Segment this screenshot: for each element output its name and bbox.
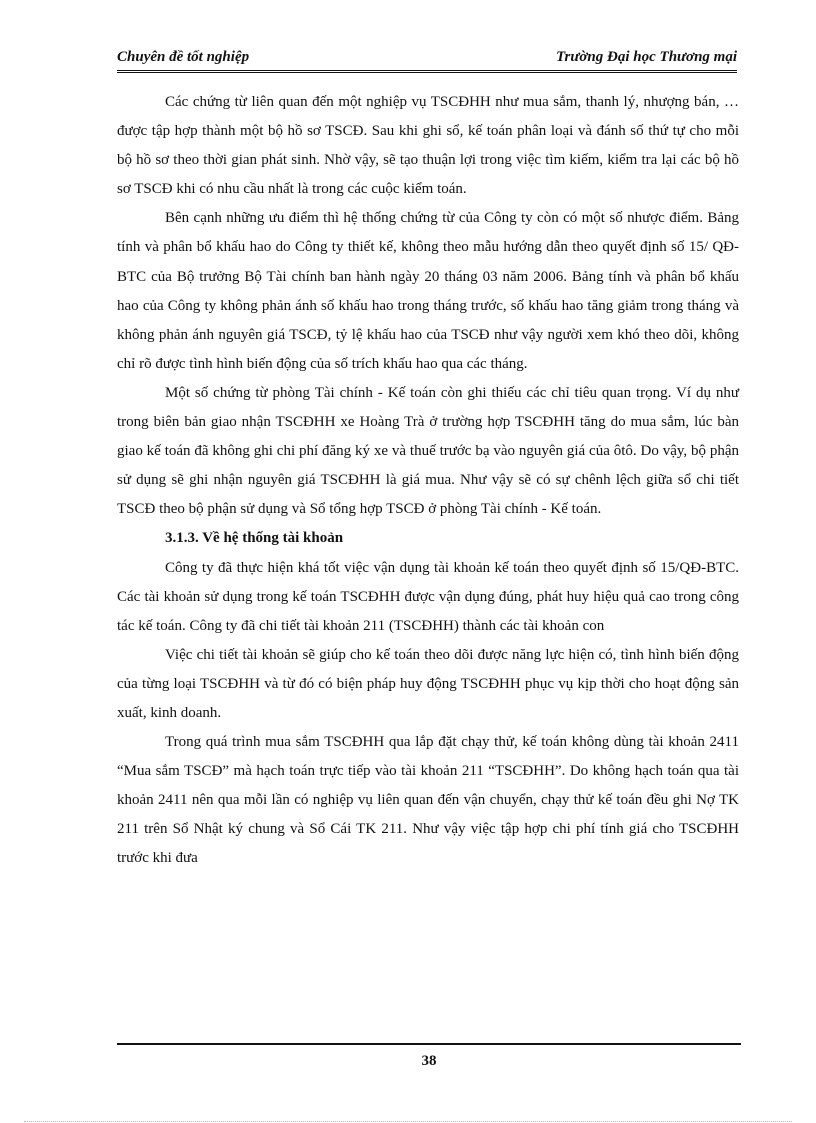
paragraph: Các chứng từ liên quan đến một nghiệp vụ TSCĐHH như mua sắm, thanh lý, nhượng bán, …được tập hợp thành một bộ hồ sơ TSCĐ. Sau khi ghi sổ, kế toán phân loại và đánh số thứ tự cho mỗi bộ hồ sơ theo thời gian phát sinh. Nhờ vậy, sẽ tạo thuận lợi trong việc tìm kiếm, kiểm tra lại các bộ hồ sơ TSCĐ khi có nhu cầu nhất là trong các cuộc kiểm toán.: [117, 94, 739, 198]
page-footer: [117, 1043, 741, 1070]
page-body: [117, 88, 739, 874]
page-header: [117, 47, 737, 73]
paragraph: Một số chứng từ phòng Tài chính - Kế toán còn ghi thiếu các chỉ tiêu quan trọng. Ví dụ như trong biên bản giao nhận TSCĐHH xe Hoàng Trà ở trường hợp TSCĐHH tăng do mua sắm, lúc bàn giao kế toán đã không ghi chi phí đăng ký xe và thuế trước bạ vào nguyên giá của ôtô. Do vậy, bộ phận sử dụng sẽ ghi nhận nguyên giá TSCĐHH là giá mua. Như vậy sẽ có sự chênh lệch giữa sổ chi tiết TSCĐ theo bộ phận sử dụng và Sổ tổng hợp TSCĐ ở phòng Tài chính - Kế toán.: [117, 384, 739, 518]
header-document-title: Chuyên đề tốt nghiệp: [117, 49, 250, 65]
paragraph: Trong quá trình mua sắm TSCĐHH qua lắp đặt chạy thử, kế toán không dùng tài khoản 2411 “Mua sắm TSCĐ” mà hạch toán trực tiếp vào tài khoản 211 “TSCĐHH”. Do không hạch toán qua tài khoản 2411 nên qua mỗi lần có nghiệp vụ liên quan đến vận chuyển, chạy thử kế toán đều ghi Nợ TK 211 trên Sổ Nhật ký chung và Sổ Cái TK 211. Như vậy việc tập hợp chi phí tính giá cho TSCĐHH trước khi đưa: [117, 734, 739, 867]
paragraph: Việc chi tiết tài khoản sẽ giúp cho kế toán theo dõi được năng lực hiện có, tình hình biến động của từng loại TSCĐHH và từ đó có biện pháp huy động TSCĐHH phục vụ kịp thời cho hoạt động sản xuất, kinh doanh.: [117, 646, 739, 721]
paragraph: Bên cạnh những ưu điểm thì hệ thống chứng từ của Công ty còn có một số nhược điểm. Bảng tính và phân bổ khấu hao do Công ty thiết kế, không theo mẫu hướng dẫn theo quyết định số 15/ QĐ-BTC của Bộ trưởng Bộ Tài chính ban hành ngày 20 tháng 03 năm 2006. Bảng tính và phân bổ khấu hao của Công ty không phản ánh số khấu hao trong tháng trước, số khấu hao tăng giảm trong tháng và không phản ánh nguyên giá TSCĐ, tỷ lệ khấu hao của TSCĐ như vậy người xem khó theo dõi, không chỉ rõ được tình hình biến động của số trích khấu hao qua các tháng.: [117, 210, 739, 372]
footer-divider: [117, 1043, 741, 1045]
page-number: 38: [421, 1053, 437, 1069]
header-institution: Trường Đại học Thương mại: [555, 49, 737, 65]
paragraph: Công ty đã thực hiện khá tốt việc vận dụng tài khoản kế toán theo quyết định số 15/QĐ-BTC. Các tài khoản sử dụng trong kế toán TSCĐHH được vận dụng đúng, phát huy hiệu quả cao trong công tác kế toán. Công ty đã chi tiết tài khoản 211 (TSCĐHH) thành các tài khoản con: [117, 559, 739, 634]
page-edge-line: [24, 1121, 792, 1122]
section-heading: 3.1.3. Về hệ thống tài khoản: [165, 530, 344, 547]
header-divider: [117, 70, 737, 73]
